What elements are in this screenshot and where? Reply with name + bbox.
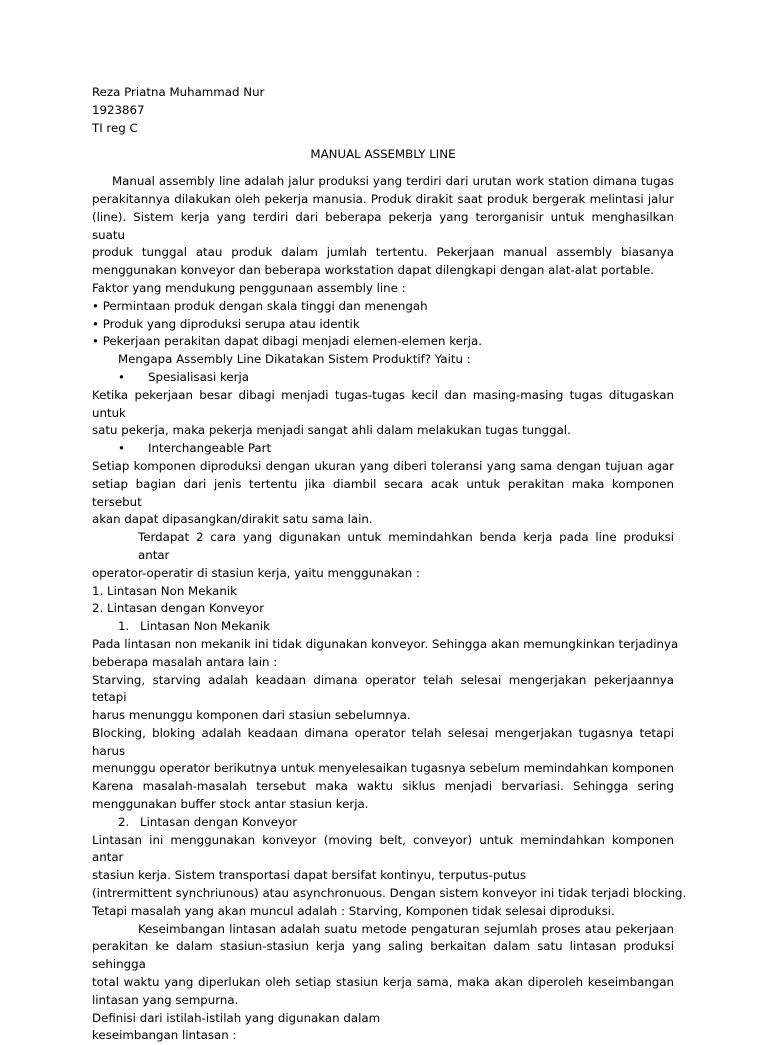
document-title: MANUAL ASSEMBLY LINE [310,147,456,162]
list-item: 1. Lintasan Non Mekanik [92,583,237,598]
class-label: TI reg C [92,120,138,135]
document-page [92,84,687,1045]
numbered-heading [92,814,674,832]
numbered-heading [92,618,674,636]
paragraph-line: menggunakan buffer stock antar stasiun kerja. [92,797,369,812]
list-item: 2. Lintasan dengan Konveyor [92,601,265,616]
paragraph-line: perakitan ke dalam stasiun-stasiun kerja yang saling berkaitan dalam satu lintasan produksi sehingga [92,939,674,972]
heading-number: 2. [118,814,130,829]
paragraph-line: Karena masalah-masalah tersebut maka waktu siklus menjadi bervariasi. Sehingga sering [92,779,674,794]
paragraph-line: perakitannya dilakukan oleh pekerja manusia. Produk dirakit saat produk bergerak melintasi jalur [92,191,674,206]
subheading: Interchangeable Part [148,441,272,456]
paragraph-line: Definisi dari istilah-istilah yang digunakan dalam [92,1010,381,1025]
bullet-icon: • [118,441,125,456]
paragraph-line: akan dapat dipasangkan/dirakit satu sama lain. [92,512,373,527]
bullet-icon: • [118,369,125,384]
subheading: Spesialisasi kerja [148,369,250,384]
author-name: Reza Priatna Muhammad Nur [92,85,265,99]
list-item [92,440,674,458]
subheading: Lintasan dengan Konveyor [140,814,298,829]
list-item [92,369,674,387]
paragraph-line: stasiun kerja. Sistem transportasi dapat bersifat kontinyu, terputus-putus [92,868,527,883]
paragraph-line: Keseimbangan lintasan adalah suatu metode pengaturan sejumlah proses atau pekerjaan [138,921,674,936]
paragraph-line: Terdapat 2 cara yang digunakan untuk memindahkan benda kerja pada line produksi antar [138,530,674,562]
paragraph-line: produk tunggal atau produk dalam jumlah tertentu. Pekerjaan manual assembly biasanya [92,245,674,260]
paragraph-line: Starving, starving adalah keadaan dimana operator telah selesai mengerjakan pekerjaannya tetapi [92,672,674,705]
paragraph-line: menunggu operator berikutnya untuk menyelesaikan tugasnya sebelum memindahkan komponen [92,761,674,776]
paragraph-line: (intrermittent synchriunous) atau asynchronuous. Dengan sistem konveyor ini tidak terjadi blocking. [92,886,687,901]
section-question: Mengapa Assembly Line Dikatakan Sistem Produktif? Yaitu : [118,352,471,367]
student-id: 1923867 [92,102,145,117]
paragraph-line: Manual assembly line adalah jalur produksi yang terdiri dari urutan work station dimana tugas [112,174,674,189]
paragraph-line: total waktu yang diperlukan oleh setiap stasiun kerja sama, maka akan diperoleh keseimbangan [92,975,674,990]
paragraph-line: harus menunggu komponen dari stasiun sebelumnya. [92,708,411,723]
paragraph-line: beberapa masalah antara lain : [92,654,278,669]
paragraph-line: operator-operatir di stasiun kerja, yaitu menggunakan : [92,565,420,580]
list-item: • Pekerjaan perakitan dapat dibagi menjadi elemen-elemen kerja. [92,334,483,349]
paragraph-line: menggunakan konveyor dan beberapa workstation dapat dilengkapi dengan alat-alat portable. [92,263,655,278]
heading-number: 1. [118,619,130,634]
paragraph-line: (line). Sistem kerja yang terdiri dari beberapa pekerja yang terorganisir untuk menghasilkan suatu [92,209,674,242]
list-item: • Permintaan produk dengan skala tinggi dan menengah [92,298,428,313]
paragraph-line: satu pekerja, maka pekerja menjadi sangat ahli dalam melakukan tugas tunggal. [92,423,571,438]
paragraph-line: lintasan yang sempurna. [92,992,239,1007]
list-item: • Produk yang diproduksi serupa atau identik [92,316,360,331]
paragraph-line: Ketika pekerjaan besar dibagi menjadi tugas-tugas kecil dan masing-masing tugas ditugaskan untuk [92,387,674,420]
paragraph-line: Tetapi masalah yang akan muncul adalah : Starving, Komponen tidak selesai diproduksi. [92,903,615,918]
paragraph-line: Blocking, bloking adalah keadaan dimana operator telah selesai mengerjakan tugasnya tetapi harus [92,725,674,758]
paragraph-line: keseimbangan lintasan : [92,1028,237,1043]
paragraph-line: Setiap komponen diproduksi dengan ukuran yang diberi toleransi yang sama dengan tujuan agar [92,458,674,473]
paragraph-line: Lintasan ini menggunakan konveyor (moving belt, conveyor) untuk memindahkan komponen antar [92,832,674,865]
paragraph-line: Faktor yang mendukung penggunaan assembly line : [92,280,406,295]
paragraph-line: setiap bagian dari jenis tertentu jika diambil secara acak untuk perakitan maka komponen tersebut [92,476,674,509]
paragraph-line: Pada lintasan non mekanik ini tidak digunakan konveyor. Sehingga akan memungkinkan terjadinya [92,636,679,651]
subheading: Lintasan Non Mekanik [140,619,270,634]
